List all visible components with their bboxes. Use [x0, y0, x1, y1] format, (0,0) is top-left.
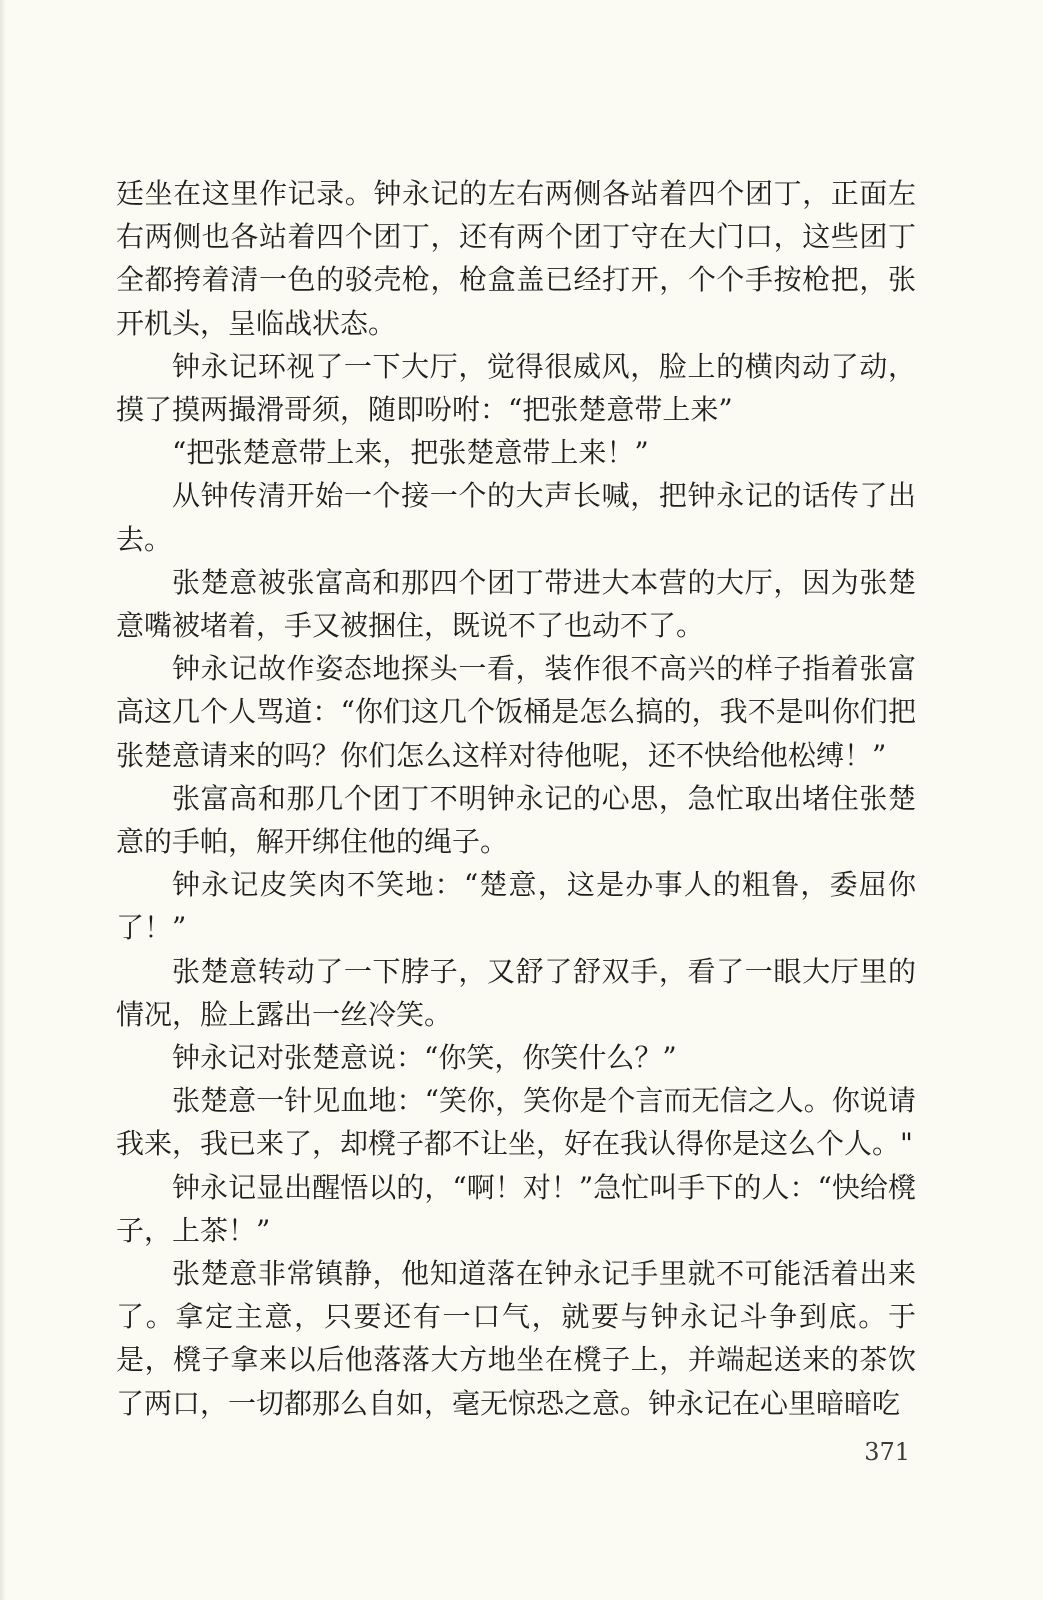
paragraph-13: 张楚意非常镇静，他知道落在钟永记手里就不可能活着出来了。拿定主意，只要还有一口气，就要与钟永记斗争到底。于是，櫈子拿来以后他落落大方地坐在櫈子上，并端起送来的茶饮了两口，一切都那么自如，毫无惊恐之意。钟永记在心里暗暗吃: [116, 1257, 916, 1420]
paragraph-10: 钟永记对张楚意说：“你笑，你笑什么？”: [172, 1041, 677, 1075]
paragraph-3: “把张楚意带上来，把张楚意带上来！”: [172, 436, 649, 470]
paragraph-1: 廷坐在这里作记录。钟永记的左右两侧各站着四个团丁，正面左右两侧也各站着四个团丁，还有两个团丁守在大门口，这些团丁全都挎着清一色的驳壳枪，枪盒盖已经打开，个个手按枪把，张开机头，呈临战状态。: [116, 177, 916, 340]
paragraph-7: 张富高和那几个团丁不明钟永记的心思，急忙取出堵住张楚意的手帕，解开绑住他的绳子。: [116, 781, 916, 859]
paragraph-2: 钟永记环视了一下大厅，觉得很威风，脸上的横肉动了动，摸了摸两撮滑哥须，随即吩咐：“把张楚意带上来”: [116, 349, 916, 427]
paragraph-12: 钟永记显出醒悟以的，“啊！对！”急忙叫手下的人：“快给櫈子，上茶！”: [116, 1170, 916, 1247]
page-edge-shadow: [0, 0, 6, 1600]
paragraph-6: 钟永记故作姿态地探头一看，装作很不高兴的样子指着张富高这几个人骂道：“你们这几个饭桶是怎么搞的，我不是叫你们把张楚意请来的吗？你们怎么这样对待他呢，还不快给他松缚！”: [116, 652, 916, 772]
paragraph-11: 张楚意一针见血地：“笑你，笑你是个言而无信之人。你说请我来，我已来了，却櫈子都不让坐，好在我认得你是这么个人。": [116, 1084, 916, 1161]
paragraph-4: 从钟传清开始一个接一个的大声长喊，把钟永记的话传了出去。: [116, 479, 916, 556]
paragraph-8: 钟永记皮笑肉不笑地：“楚意，这是办事人的粗鲁，委屈你了！”: [116, 868, 916, 945]
page-number: 371: [864, 1438, 910, 1466]
paragraph-9: 张楚意转动了一下脖子，又舒了舒双手，看了一眼大厅里的情况，脸上露出一丝冷笑。: [116, 954, 916, 1031]
paragraph-5: 张楚意被张富高和那四个团丁带进大本营的大厅，因为张楚意嘴被堵着，手又被捆住，既说不了也动不了。: [116, 565, 916, 643]
body-text: [116, 172, 916, 1425]
